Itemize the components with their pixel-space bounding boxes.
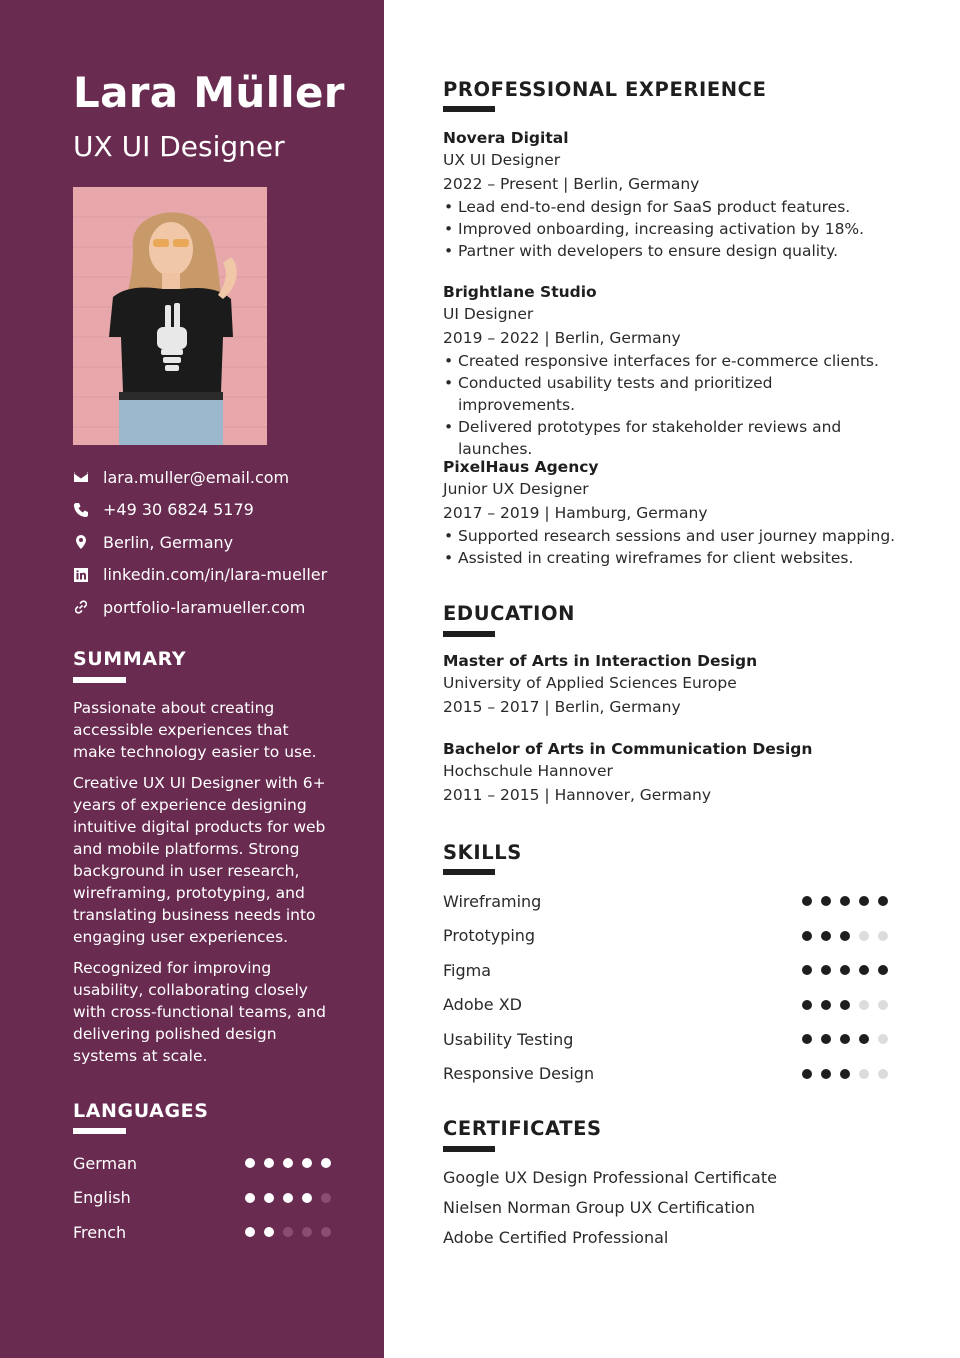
- language-row: [73, 1181, 331, 1216]
- rating-dot-filled: [840, 1069, 850, 1079]
- education-heading: EDUCATION: [443, 602, 576, 625]
- language-name: French: [73, 1222, 127, 1242]
- rating-dot-empty: [878, 1069, 888, 1079]
- rating-dot-filled: [878, 965, 888, 975]
- contact-linkedin[interactable]: [73, 559, 373, 592]
- rating-dot-filled: [821, 1034, 831, 1044]
- phone-icon: [73, 502, 89, 518]
- job-company: Novera Digital: [443, 129, 569, 147]
- education-entry: [443, 738, 903, 807]
- contact-phone-text[interactable]: +49 30 6824 5179: [103, 500, 254, 520]
- languages-underline: [73, 1128, 126, 1134]
- education-degree: Master of Arts in Interaction Design: [443, 652, 758, 670]
- rating-dot-filled: [302, 1193, 312, 1203]
- skill-level-dots: [802, 1069, 888, 1079]
- envelope-icon: [73, 469, 89, 485]
- job-bullet: • Partner with developers to ensure design quality.: [443, 240, 903, 262]
- job-entry: [443, 456, 903, 569]
- rating-dot-filled: [859, 1034, 869, 1044]
- job-bullets: [443, 525, 903, 569]
- rating-dot-empty: [283, 1227, 293, 1237]
- rating-dot-filled: [283, 1158, 293, 1168]
- job-bullets: [443, 196, 903, 262]
- job-dates: 2019 – 2022 | Berlin, Germany: [443, 328, 681, 347]
- rating-dot-filled: [802, 1034, 812, 1044]
- rating-dot-filled: [302, 1158, 312, 1168]
- education-dates: 2011 – 2015 | Hannover, Germany: [443, 785, 712, 804]
- rating-dot-empty: [878, 931, 888, 941]
- rating-dot-filled: [802, 1000, 812, 1010]
- skill-row: [443, 1057, 888, 1092]
- language-name: German: [73, 1153, 138, 1173]
- job-entry: [443, 281, 903, 460]
- education-entry: [443, 650, 903, 719]
- skill-level-dots: [802, 931, 888, 941]
- skill-name: Wireframing: [443, 891, 542, 911]
- education-dates: 2015 – 2017 | Berlin, Germany: [443, 697, 681, 716]
- language-level-dots: [245, 1158, 331, 1168]
- rating-dot-filled: [821, 1000, 831, 1010]
- rating-dot-empty: [859, 1069, 869, 1079]
- skill-level-dots: [802, 896, 888, 906]
- certificate-item: Adobe Certified Professional: [443, 1228, 669, 1247]
- rating-dot-filled: [245, 1158, 255, 1168]
- job-bullet: • Delivered prototypes for stakeholder reviews and launches.: [443, 416, 843, 460]
- rating-dot-empty: [859, 1000, 869, 1010]
- rating-dot-empty: [302, 1227, 312, 1237]
- skill-level-dots: [802, 965, 888, 975]
- skill-name: Responsive Design: [443, 1064, 595, 1084]
- skill-row: [443, 919, 888, 954]
- certificates-heading: CERTIFICATES: [443, 1117, 602, 1140]
- certificates-list: [443, 1163, 903, 1253]
- job-bullet: • Conducted usability tests and prioritized improvements.: [443, 372, 883, 416]
- education-underline: [443, 631, 495, 637]
- rating-dot-filled: [840, 965, 850, 975]
- rating-dot-filled: [821, 896, 831, 906]
- job-bullet: • Lead end-to-end design for SaaS product features.: [443, 196, 903, 218]
- skills-underline: [443, 869, 495, 875]
- contact-list: [73, 461, 373, 624]
- language-name: English: [73, 1188, 131, 1208]
- skill-row: [443, 953, 888, 988]
- rating-dot-filled: [821, 965, 831, 975]
- summary-paragraph: Recognized for improving usability, collaborating closely with cross-functional teams, and delivering polished design systems at scale.: [73, 959, 326, 1065]
- contact-phone[interactable]: [73, 494, 373, 527]
- profile-photo: [73, 187, 267, 445]
- skill-name: Figma: [443, 960, 492, 980]
- skill-name: Adobe XD: [443, 995, 522, 1015]
- link-icon: [73, 599, 89, 615]
- rating-dot-filled: [802, 965, 812, 975]
- job-bullet: • Supported research sessions and user journey mapping.: [443, 525, 903, 547]
- language-row: [73, 1215, 331, 1250]
- contact-location: [73, 526, 373, 559]
- rating-dot-filled: [264, 1158, 274, 1168]
- rating-dot-empty: [321, 1227, 331, 1237]
- portrait-illustration: [73, 187, 267, 445]
- job-role: UI Designer: [443, 305, 534, 323]
- rating-dot-filled: [802, 896, 812, 906]
- language-level-dots: [245, 1193, 331, 1203]
- rating-dot-filled: [245, 1227, 255, 1237]
- rating-dot-filled: [840, 896, 850, 906]
- skill-row: [443, 884, 888, 919]
- rating-dot-filled: [245, 1193, 255, 1203]
- summary-paragraph: Passionate about creating accessible experiences that make technology easier to use.: [73, 699, 317, 761]
- certificate-item: Google UX Design Professional Certificate: [443, 1168, 777, 1187]
- contact-email-text[interactable]: lara.muller@email.com: [103, 467, 290, 487]
- contact-location-text: Berlin, Germany: [103, 532, 234, 552]
- rating-dot-filled: [264, 1193, 274, 1203]
- job-bullet: • Assisted in creating wireframes for client websites.: [443, 547, 903, 569]
- rating-dot-filled: [802, 931, 812, 941]
- job-role: UX UI Designer: [443, 151, 561, 169]
- rating-dot-filled: [821, 931, 831, 941]
- skill-level-dots: [802, 1034, 888, 1044]
- rating-dot-empty: [878, 1034, 888, 1044]
- rating-dot-filled: [264, 1227, 274, 1237]
- contact-email[interactable]: [73, 461, 373, 494]
- languages-heading: LANGUAGES: [73, 1100, 209, 1122]
- candidate-name: Lara Müller: [73, 68, 345, 117]
- job-entry: [443, 127, 903, 262]
- job-bullet: • Improved onboarding, increasing activation by 18%.: [443, 218, 903, 240]
- skills-list: [443, 884, 888, 1091]
- experience-heading: PROFESSIONAL EXPERIENCE: [443, 78, 767, 101]
- rating-dot-filled: [878, 896, 888, 906]
- linkedin-icon: [73, 567, 89, 583]
- certificate-item: Nielsen Norman Group UX Certification: [443, 1198, 755, 1217]
- job-dates: 2022 – Present | Berlin, Germany: [443, 174, 700, 193]
- skill-name: Prototyping: [443, 926, 536, 946]
- job-company: Brightlane Studio: [443, 283, 597, 301]
- rating-dot-filled: [283, 1193, 293, 1203]
- contact-portfolio-text[interactable]: portfolio-laramueller.com: [103, 597, 306, 617]
- language-level-dots: [245, 1227, 331, 1237]
- skills-heading: SKILLS: [443, 841, 522, 864]
- candidate-title: UX UI Designer: [73, 130, 285, 163]
- sidebar: [0, 0, 384, 1358]
- certificates-underline: [443, 1146, 495, 1152]
- rating-dot-empty: [878, 1000, 888, 1010]
- skill-name: Usability Testing: [443, 1029, 574, 1049]
- summary-heading: SUMMARY: [73, 648, 187, 670]
- education-school: Hochschule Hannover: [443, 762, 613, 780]
- rating-dot-filled: [802, 1069, 812, 1079]
- summary-paragraph: Creative UX UI Designer with 6+ years of experience designing intuitive digital products for web and mobile platforms. Strong background in user research, wireframing, prototyping, and translating business needs into engaging user experiences.: [73, 774, 326, 946]
- rating-dot-filled: [859, 896, 869, 906]
- education-degree: Bachelor of Arts in Communication Design: [443, 740, 813, 758]
- job-bullet: • Created responsive interfaces for e-commerce clients.: [443, 350, 883, 372]
- job-role: Junior UX Designer: [443, 480, 589, 498]
- skill-row: [443, 1022, 888, 1057]
- rating-dot-filled: [840, 1034, 850, 1044]
- job-company: PixelHaus Agency: [443, 458, 599, 476]
- rating-dot-filled: [840, 931, 850, 941]
- rating-dot-empty: [321, 1193, 331, 1203]
- skill-level-dots: [802, 1000, 888, 1010]
- education-school: University of Applied Sciences Europe: [443, 674, 737, 692]
- summary-text: [73, 697, 335, 1076]
- language-row: [73, 1146, 331, 1181]
- location-pin-icon: [73, 534, 89, 550]
- rating-dot-empty: [859, 931, 869, 941]
- skill-row: [443, 988, 888, 1023]
- contact-portfolio[interactable]: [73, 591, 373, 624]
- rating-dot-filled: [821, 1069, 831, 1079]
- rating-dot-filled: [321, 1158, 331, 1168]
- languages-list: [73, 1146, 331, 1250]
- job-bullets: [443, 350, 883, 460]
- rating-dot-filled: [859, 965, 869, 975]
- contact-linkedin-text[interactable]: linkedin.com/in/lara-mueller: [103, 565, 328, 585]
- rating-dot-filled: [840, 1000, 850, 1010]
- summary-underline: [73, 677, 126, 683]
- experience-underline: [443, 106, 495, 112]
- job-dates: 2017 – 2019 | Hamburg, Germany: [443, 503, 708, 522]
